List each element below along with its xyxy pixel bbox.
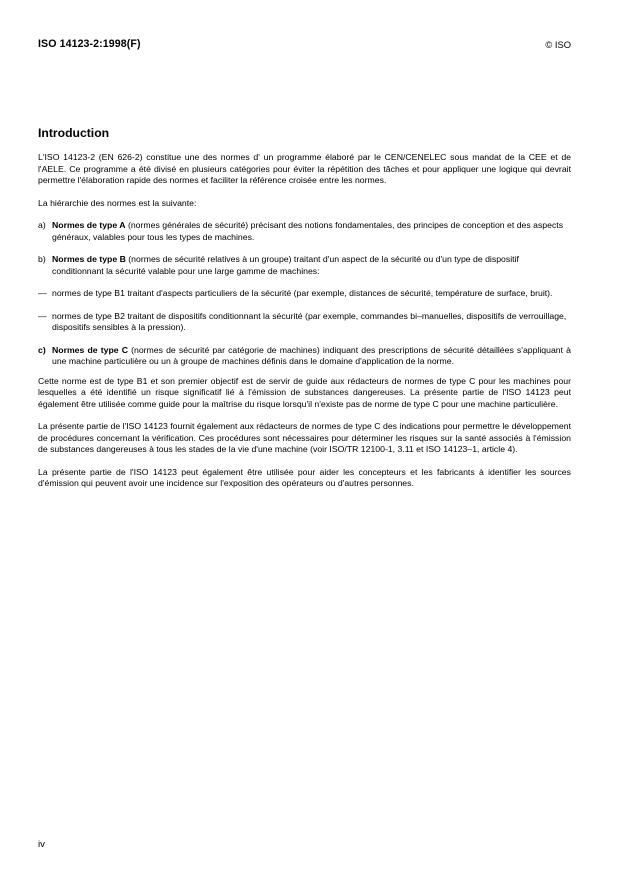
item-description: (normes générales de sécurité) précisant des notions fondamentales, des principes de conception et des aspects généraux, valables pour tous les types de machines. bbox=[52, 220, 564, 242]
intro-paragraph: L'ISO 14123-2 (EN 626-2) constitue une des normes d' un programme élaboré par le CEN/CENELEC sous mandat de la CEE et de l'AELE. Ce programme a été divisé en plusieurs catégories pour éviter la répétition des tâches et pour appliquer une logique qui devrait permettre l'élaboration rapide des normes et faciliter la référence croisée entre les normes. bbox=[38, 152, 571, 185]
b1-paragraph: Cette norme est de type B1 et son premier objectif est de servir de guide aux rédacteurs de normes de type C pour les machines pour lesquelles a été identifié un risque significatif lié à l'émission de substances dangereuses. La présente partie de l'ISO 14123 peut également être utilisée comme guide pour la maîtrise du risque lorsqu'il n'existe pas de norme de type C pour une machine particulière. bbox=[38, 375, 571, 409]
copyright-notice: © ISO bbox=[545, 39, 571, 50]
list-marker: c) bbox=[38, 344, 46, 355]
section-title: Introduction bbox=[38, 126, 110, 140]
bold-term: Normes de type C bbox=[52, 344, 128, 355]
list-item-type-b bbox=[38, 254, 571, 277]
list-dash: — bbox=[38, 310, 47, 321]
bold-term: Normes de type A bbox=[52, 220, 126, 230]
item-description: normes de type B1 traitant d'aspects particuliers de la sécurité (par exemple, distances de sécurité, température de surface, bruit). bbox=[52, 288, 553, 298]
list-marker: b) bbox=[38, 254, 46, 264]
list-dash: — bbox=[38, 288, 47, 298]
item-description: (normes de sécurité par catégorie de machines) indiquant des prescriptions de sécurité détaillées s'appliquant à une machine particulière ou un à groupe de machines définis dans le domaine d'application de la norme. bbox=[52, 344, 571, 366]
hierarchy-lead-paragraph: La hiérarchie des normes est la suivante: bbox=[38, 197, 197, 208]
item-description: (normes de sécurité relatives à un groupe) traitant d'un aspect de la sécurité ou d'un type de dispositif conditionnant la sécurité valable pour une large gamme de machines: bbox=[52, 254, 519, 276]
list-item-text bbox=[52, 220, 571, 243]
list-item-type-c bbox=[38, 345, 571, 368]
page-number: iv bbox=[38, 839, 45, 850]
list-item-text bbox=[52, 345, 571, 368]
designers-paragraph: La présente partie de l'ISO 14123 peut également être utilisée pour aider les concepteurs et les fabricants à identifier les sources d'émission qui peuvent avoir une incidence sur l'exposition des opérateurs ou d'autres personnes. bbox=[38, 466, 571, 488]
document-id: ISO 14123-2:1998(F) bbox=[38, 38, 141, 50]
verification-paragraph: La présente partie de l'ISO 14123 fournit également aux rédacteurs de normes de type C des indications pour permettre le développement de procédures concernant la vérification. Ces procédures sont nécessaires pour déterminer les risques sur la santé associés à l'émission de substances dangereuses à tous les stades de la vie d'une machine (voir ISO/TR 12100-1, 3.11 et ISO 14123–1, article 4). bbox=[38, 421, 571, 454]
list-item-type-b2 bbox=[38, 311, 571, 334]
item-description: normes de type B2 traitant de dispositifs conditionnant la sécurité (par exemple, commandes bi–manuelles, dispositifs de verrouillage, dispositifs sensibles à la pression). bbox=[52, 310, 567, 332]
list-marker: a) bbox=[38, 220, 46, 230]
bold-term: Normes de type B bbox=[52, 254, 126, 264]
list-item-text bbox=[52, 254, 571, 277]
list-item-type-a bbox=[38, 220, 571, 243]
list-item-type-b1 bbox=[38, 288, 571, 300]
document-body bbox=[38, 126, 571, 501]
